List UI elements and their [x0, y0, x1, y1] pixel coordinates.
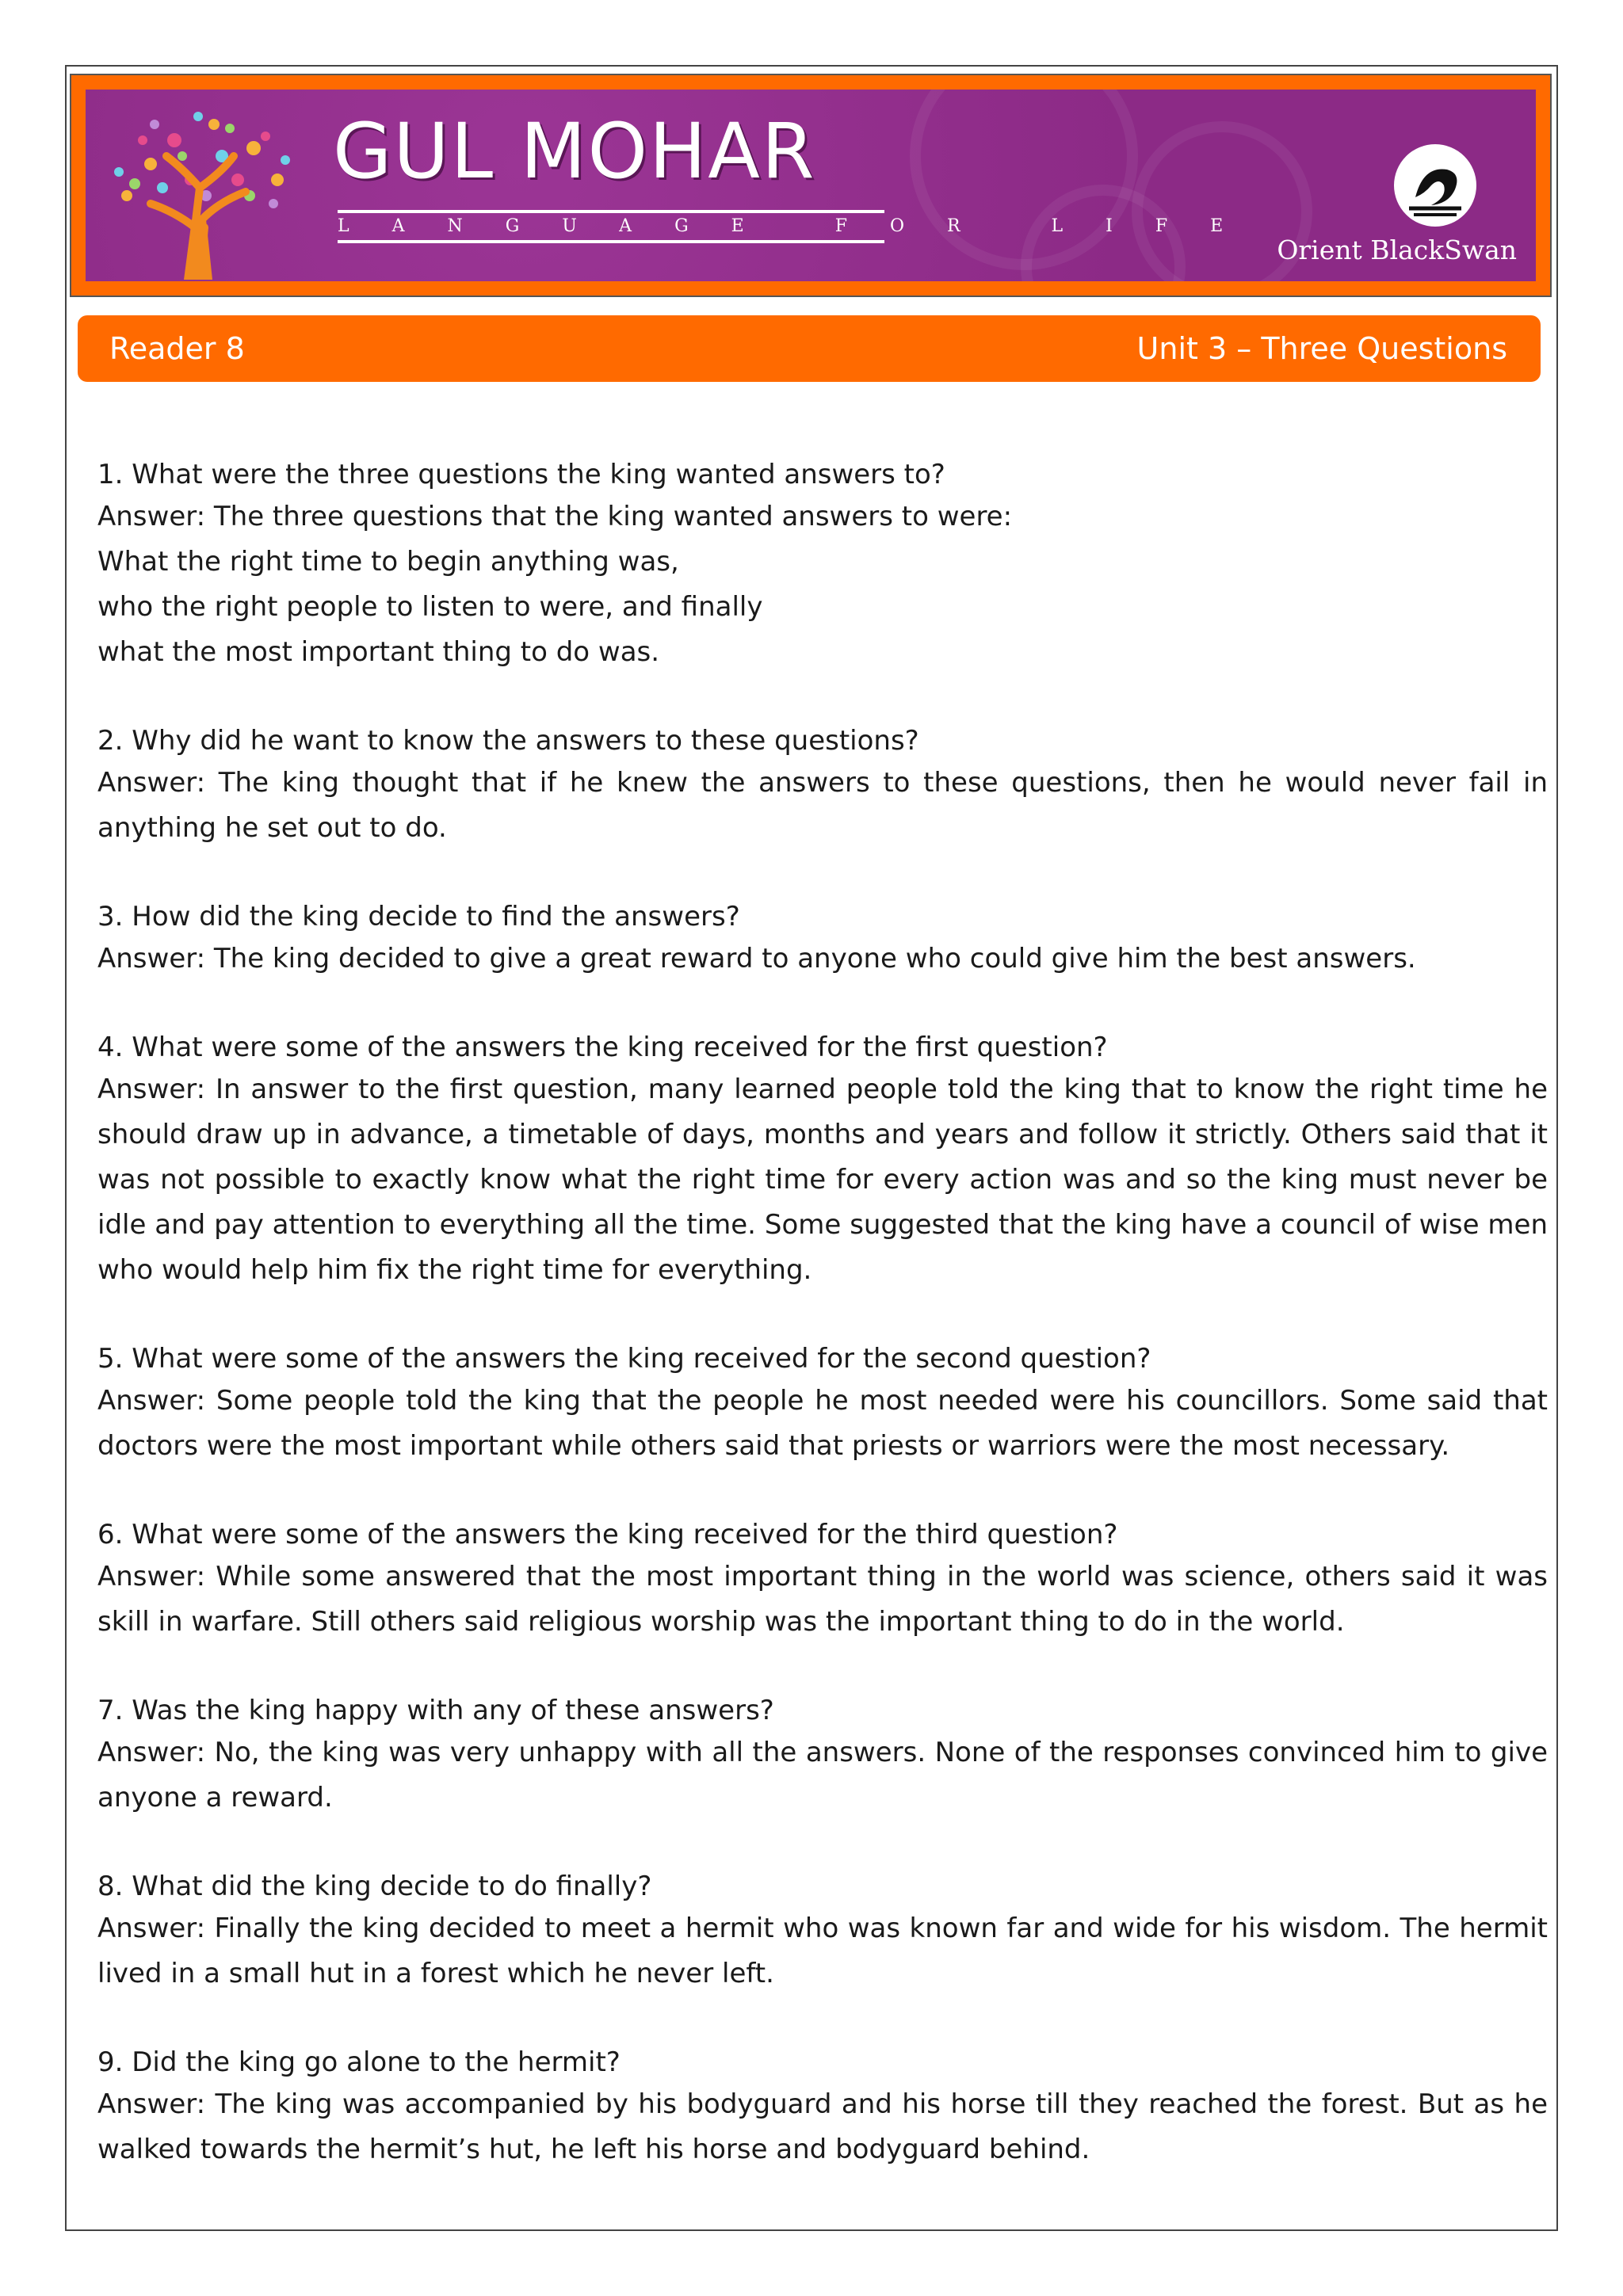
unit-title-bar — [78, 315, 1541, 382]
question-text: 4. What were some of the answers the king received for the first question? — [97, 1032, 1108, 1063]
answer-text: Answer: While some answered that the most important thing in the world was science, others said it was skill in warfare. Still others said religious worship was the important thing to do in the world. — [97, 1561, 1548, 1638]
question-text: 9. Did the king go alone to the hermit? — [97, 2046, 621, 2078]
reader-label: Reader 8 — [109, 331, 245, 366]
qa-item — [97, 2042, 1548, 2172]
qa-item — [97, 1691, 1548, 1821]
question-text: 2. Why did he want to know the answers to these questions? — [97, 725, 919, 757]
question-text: 7. Was the king happy with any of these answers? — [97, 1695, 774, 1726]
brand-rule-top — [338, 210, 884, 213]
question-text: 1. What were the three questions the king wanted answers to? — [97, 459, 945, 490]
banner-background — [86, 90, 1536, 281]
answer-text: Answer: Some people told the king that the people he most needed were his councillors. Some said that doctors were the most important while others said that priests or warriors were the most necessary. — [97, 1385, 1548, 1462]
qa-item — [97, 897, 1548, 982]
answer-text: Answer: In answer to the first question, many learned people told the king that to know the right time he should draw up in advance, a timetable of days, months and years and follow it strictly. Others said that it was not possible to exactly know what the right time for every action was and so the king must never be idle and pay attention to everything all the time. Some suggested that the king have a council of wise men who would help him fix the right time for everything. — [97, 1074, 1548, 1286]
brand-rule-bottom — [338, 240, 884, 243]
question-text: 3. How did the king decide to find the answers? — [97, 901, 740, 933]
qa-content — [97, 455, 1548, 2218]
qa-item — [97, 1867, 1548, 1997]
unit-label: Unit 3 – Three Questions — [1136, 331, 1507, 366]
answer-text: Answer: The king thought that if he knew the answers to these questions, then he would never fail in anything he set out to do. — [97, 767, 1548, 844]
answer-line: Answer: The three questions that the king wanted answers to were: — [97, 501, 1013, 532]
qa-item — [97, 1515, 1548, 1645]
answer-line: What the right time to begin anything was, — [97, 546, 679, 578]
swan-logo-icon — [1392, 142, 1479, 229]
answer-text: Answer: No, the king was very unhappy with all the answers. None of the responses convinced him to give anyone a reward. — [97, 1737, 1548, 1814]
publisher-name: Orient BlackSwan — [1277, 235, 1517, 265]
answer-text: Answer: The king was accompanied by his bodyguard and his horse till they reached the forest. But as he walked towards the hermit’s hut, he left his horse and bodyguard behind. — [97, 2088, 1548, 2165]
brand-title: GUL MOHAR — [333, 107, 816, 196]
header-banner — [70, 74, 1552, 297]
answer-line: who the right people to listen to were, and finally — [97, 591, 763, 623]
question-text: 5. What were some of the answers the king received for the second question? — [97, 1343, 1151, 1375]
answer-line: what the most important thing to do was. — [97, 636, 660, 668]
answer-text: Answer: Finally the king decided to meet a hermit who was known far and wide for his wisdom. The hermit lived in a small hut in a forest which he never left. — [97, 1913, 1548, 1989]
question-text: 8. What did the king decide to do finally? — [97, 1871, 652, 1902]
answer-text — [97, 494, 1548, 675]
qa-item — [97, 1339, 1548, 1469]
gulmohar-tree-logo — [95, 93, 309, 280]
qa-item — [97, 455, 1548, 675]
answer-text: Answer: The king decided to give a great reward to anyone who could give him the best answers. — [97, 943, 1416, 974]
question-text: 6. What were some of the answers the king received for the third question? — [97, 1519, 1118, 1550]
brand-tagline: LANGUAGE FOR LIFE — [338, 216, 1266, 236]
qa-item — [97, 1028, 1548, 1293]
qa-item — [97, 721, 1548, 851]
